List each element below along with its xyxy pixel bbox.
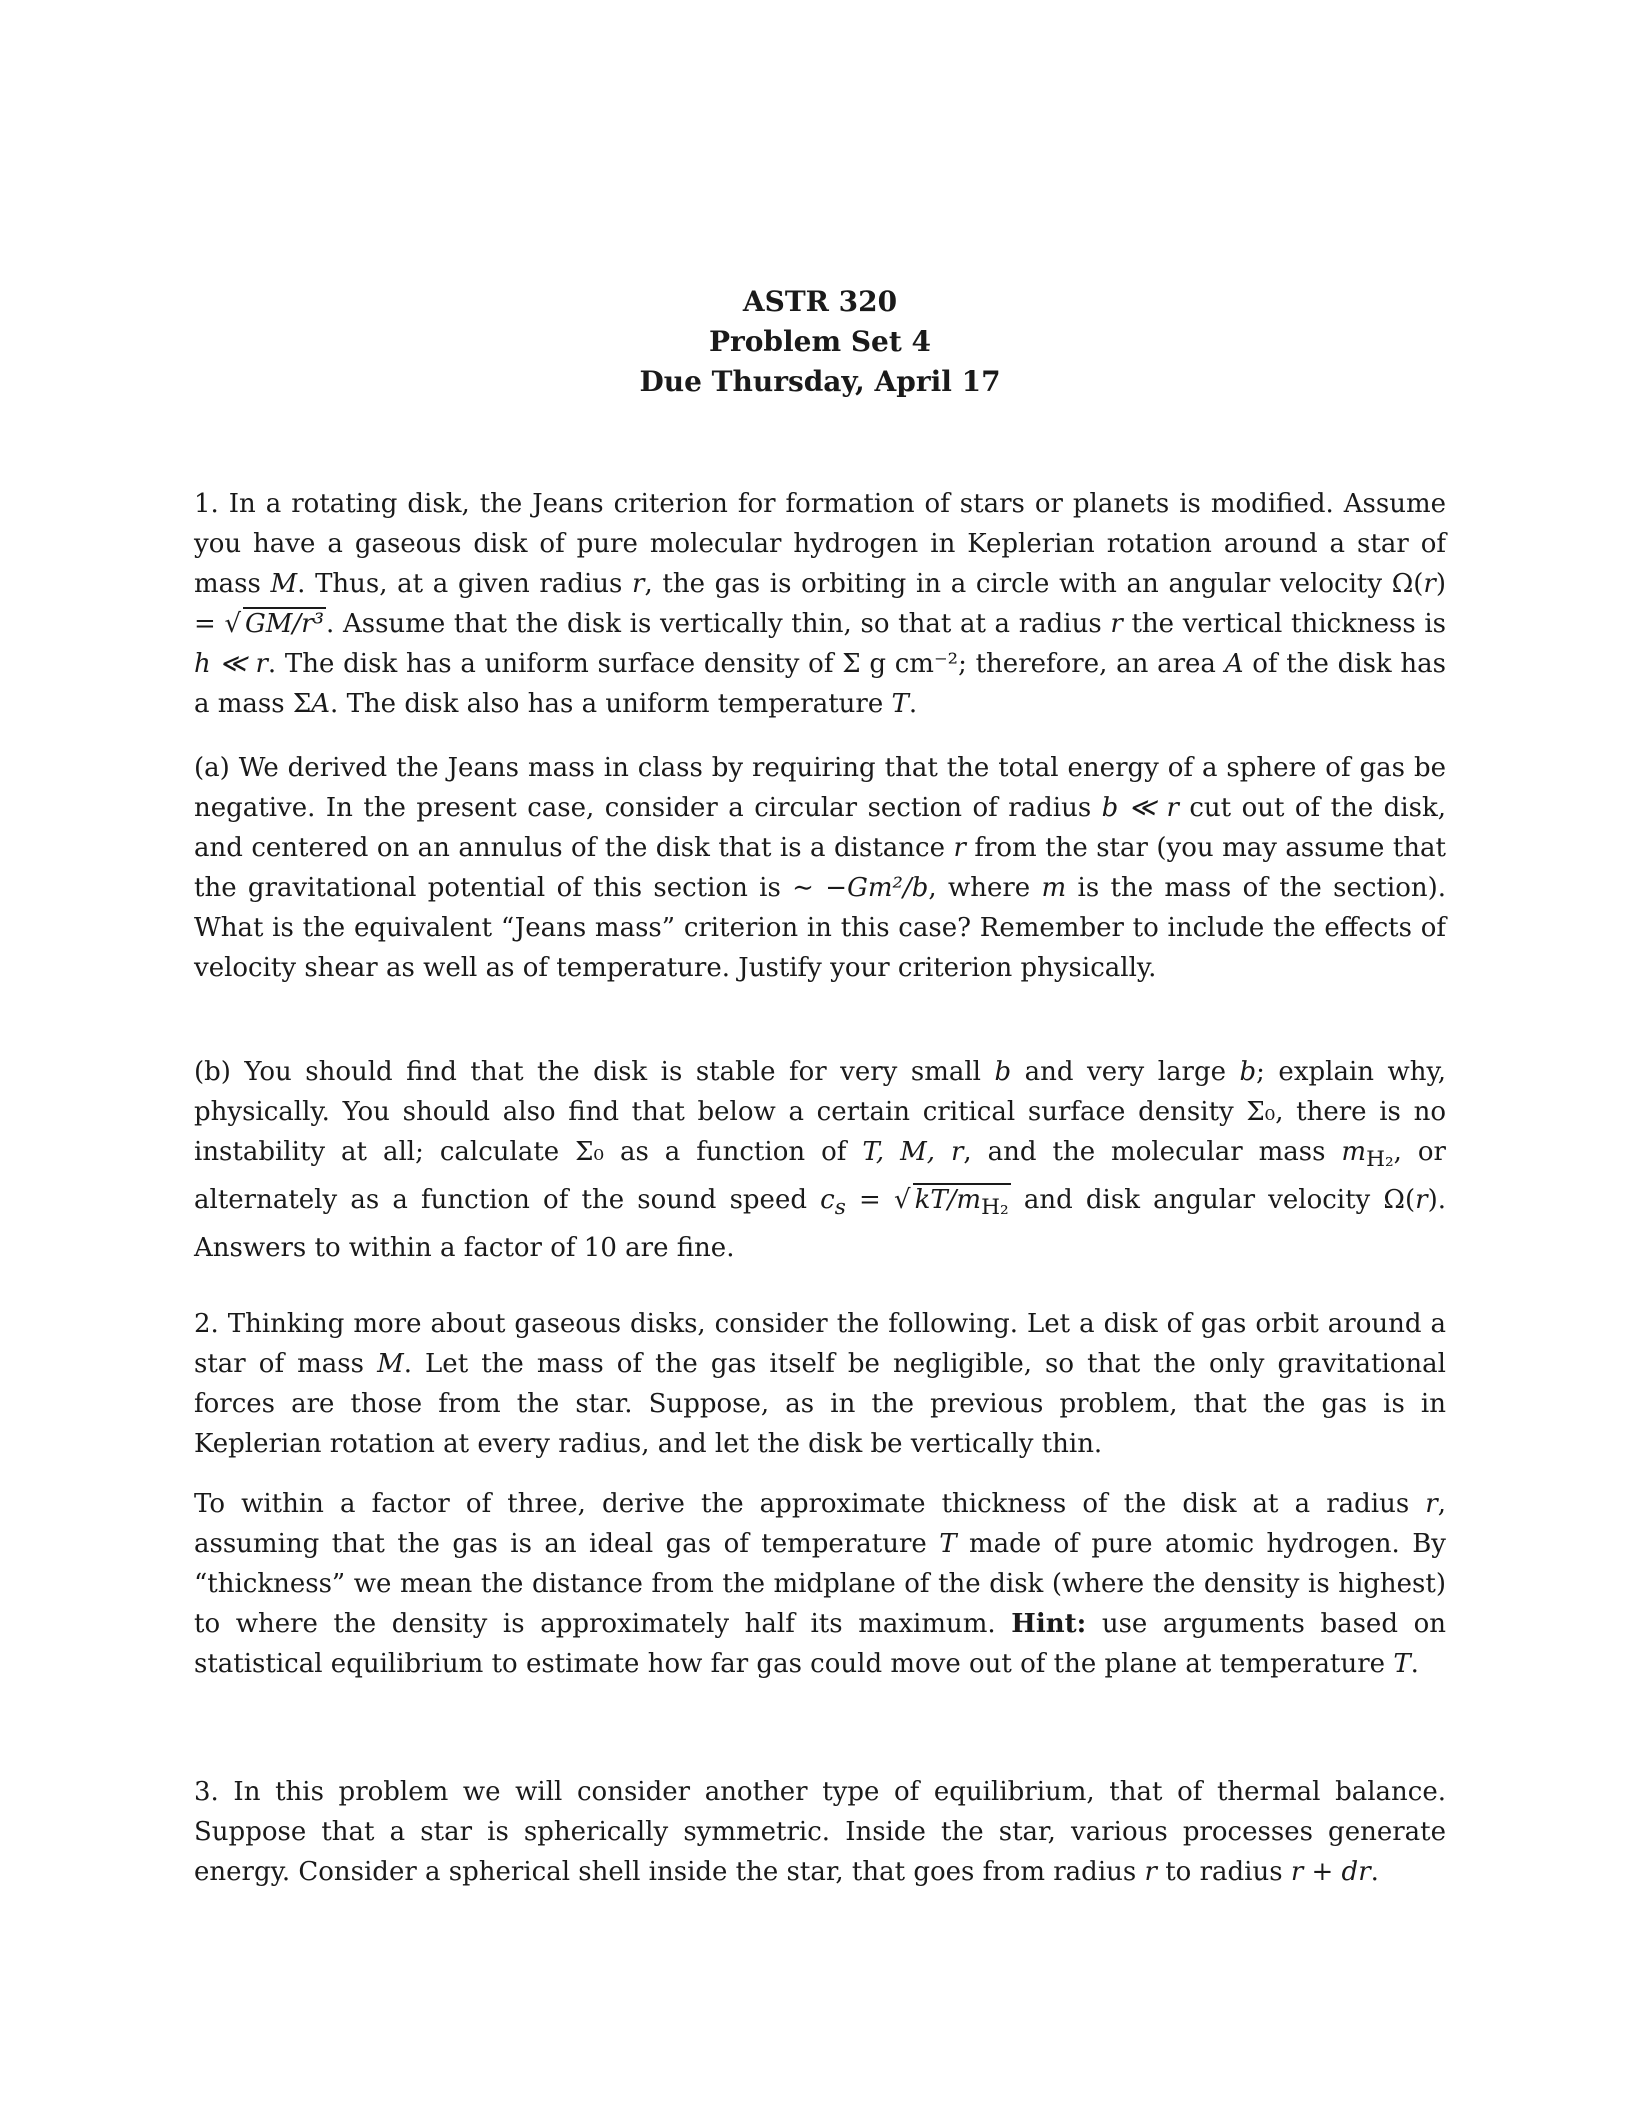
problem-1	[194, 484, 1446, 724]
problem-2: 2. Thinking more about gaseous disks, consider the following. Let a disk of gas orbit around a star of mass M. Let the mass of the gas itself be negligible, so that the only gravitational forces are those from the star. Suppose, as in the previous problem, that the gas is in Keplerian rotation at every radius, and let the disk be vertically thin.	[194, 1309, 1446, 1459]
problem-1-part-a: (a) We derived the Jeans mass in class by requiring that the total energy of a sphere of gas be negative. In the present case, consider a circular section of radius b ≪ r cut out of the disk, and centered on an annulus of the disk that is a distance r from the star (you may assume that the gravitational potential of this section is ∼ −Gm²/b, where m is the mass of the section). What is the equivalent “Jeans mass” criterion in this case? Remember to include the effects of velocity shear as well as of temperature. Justify your criterion physically.	[194, 753, 1447, 983]
hint-label: Hint:	[1011, 1609, 1087, 1639]
sqrt-gm-r3: GM/r³	[245, 609, 325, 639]
sqrt-kt-mh2: $kT/m_{H_2}$	[913, 1183, 1011, 1223]
problem-3: 3. In this problem we will consider another type of equilibrium, that of thermal balance. Suppose that a star is spherically symmetric. Inside the star, various processes generate energy. Consider a spherical shell inside the star, that goes from radius r to radius r + dr.	[194, 1777, 1446, 1887]
problem-2-task: To within a factor of three, derive the approximate thickness of the disk at a radius r, assuming that the gas is an ideal gas of temperature T made of pure atomic hydrogen. By “thickness” we mean the distance from the midplane of the disk (where the density is highest) to where the density is approximately half its maximum. Hint: use arguments based on statistical equilibrium to estimate how far gas could move out of the plane at temperature T.	[194, 1489, 1446, 1679]
document-header	[0, 282, 1640, 402]
problem-1-intro: 1. In a rotating disk, the Jeans criterion for formation of stars or planets is modified. Assume you have a gaseous disk of pure molecular hydrogen in Keplerian rotation around a star of mass M. Thus, at a given radius r, the gas is orbiting in a circle with an angular velocity Ω(r) = √ GM/r³. Assume that the disk is vertically thin, so that at a radius r the vertical thickness is h ≪ r. The disk has a uniform surface density of Σ g cm⁻²; therefore, an area A of the disk has a mass ΣA. The disk also has a uniform temperature T.	[194, 489, 1447, 719]
due-date: Due Thursday, April 17	[639, 365, 1001, 398]
problem-1-part-b: (b) You should find that the disk is stable for very small b and very large b; explain why, physically. You should also find that below a certain critical surface density Σ₀, there is no instability at all; calculate Σ₀ as a function of T, M, r, and the molecular mass $m_{H_2}$, or alternately as a function of the sound speed $c_s$ = √ $kT/m_{H_2}$ and disk angular velocity Ω(r). Answers to within a factor of 10 are fine.	[194, 1057, 1446, 1264]
problem-set-title: Problem Set 4	[708, 325, 932, 358]
course-title: ASTR 320	[742, 285, 898, 318]
